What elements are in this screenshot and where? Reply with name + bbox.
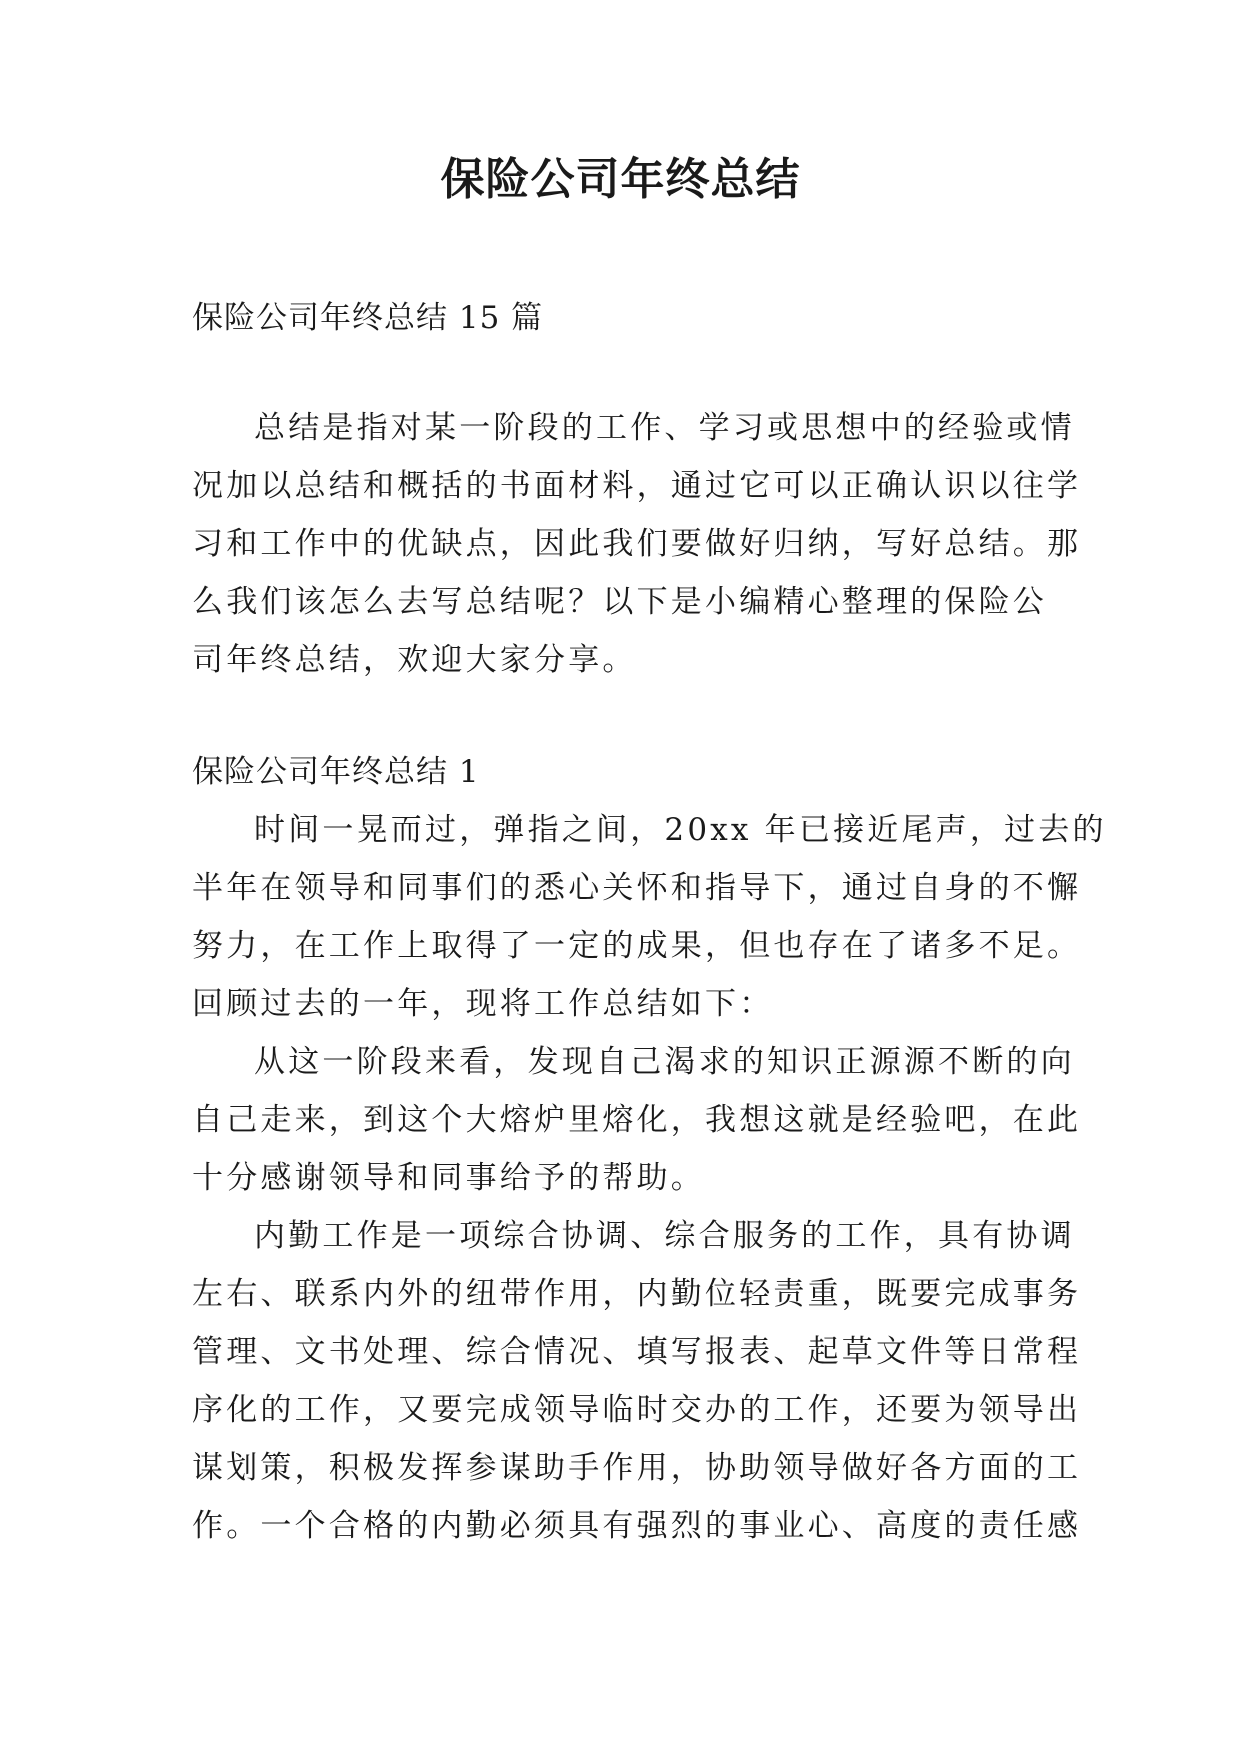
intro-line: 况加以总结和概括的书面材料，通过它可以正确认识以往学 xyxy=(192,468,1082,504)
body-line: 从这一阶段来看，发现自己渴求的知识正源源不断的向 xyxy=(254,1044,1075,1080)
body-line: 左右、联系内外的纽带作用，内勤位轻责重，既要完成事务 xyxy=(192,1276,1082,1312)
body-line: 自己走来，到这个大熔炉里熔化，我想这就是经验吧，在此 xyxy=(192,1102,1082,1138)
intro-line: 习和工作中的优缺点，因此我们要做好归纳，写好总结。那 xyxy=(192,526,1082,562)
body-line: 序化的工作，又要完成领导临时交办的工作，还要为领导出 xyxy=(192,1392,1082,1428)
body-line: 谋划策，积极发挥参谋助手作用，协助领导做好各方面的工 xyxy=(192,1450,1082,1486)
document-title: 保险公司年终总结 xyxy=(440,154,801,205)
body-line: 回顾过去的一年，现将工作总结如下： xyxy=(192,986,774,1022)
body-line: 努力，在工作上取得了一定的成果，但也存在了诸多不足。 xyxy=(192,928,1082,964)
intro-line: 司年终总结，欢迎大家分享。 xyxy=(192,642,637,678)
intro-line: 么我们该怎么去写总结呢？以下是小编精心整理的保险公 xyxy=(192,584,1047,620)
body-line: 时间一晃而过，弹指之间，20xx 年已接近尾声，过去的 xyxy=(254,812,1107,848)
section-heading: 保险公司年终总结 1 xyxy=(192,754,480,790)
body-line: 十分感谢领导和同事给予的帮助。 xyxy=(192,1160,705,1196)
body-line: 半年在领导和同事们的悉心关怀和指导下，通过自身的不懈 xyxy=(192,870,1082,906)
body-line: 内勤工作是一项综合协调、综合服务的工作，具有协调 xyxy=(254,1218,1075,1254)
body-line: 管理、文书处理、综合情况、填写报表、起草文件等日常程 xyxy=(192,1334,1082,1370)
document-subtitle: 保险公司年终总结 15 篇 xyxy=(192,300,544,336)
body-line: 作。一个合格的内勤必须具有强烈的事业心、高度的责任感 xyxy=(192,1508,1082,1544)
intro-line: 总结是指对某一阶段的工作、学习或思想中的经验或情 xyxy=(254,410,1075,446)
